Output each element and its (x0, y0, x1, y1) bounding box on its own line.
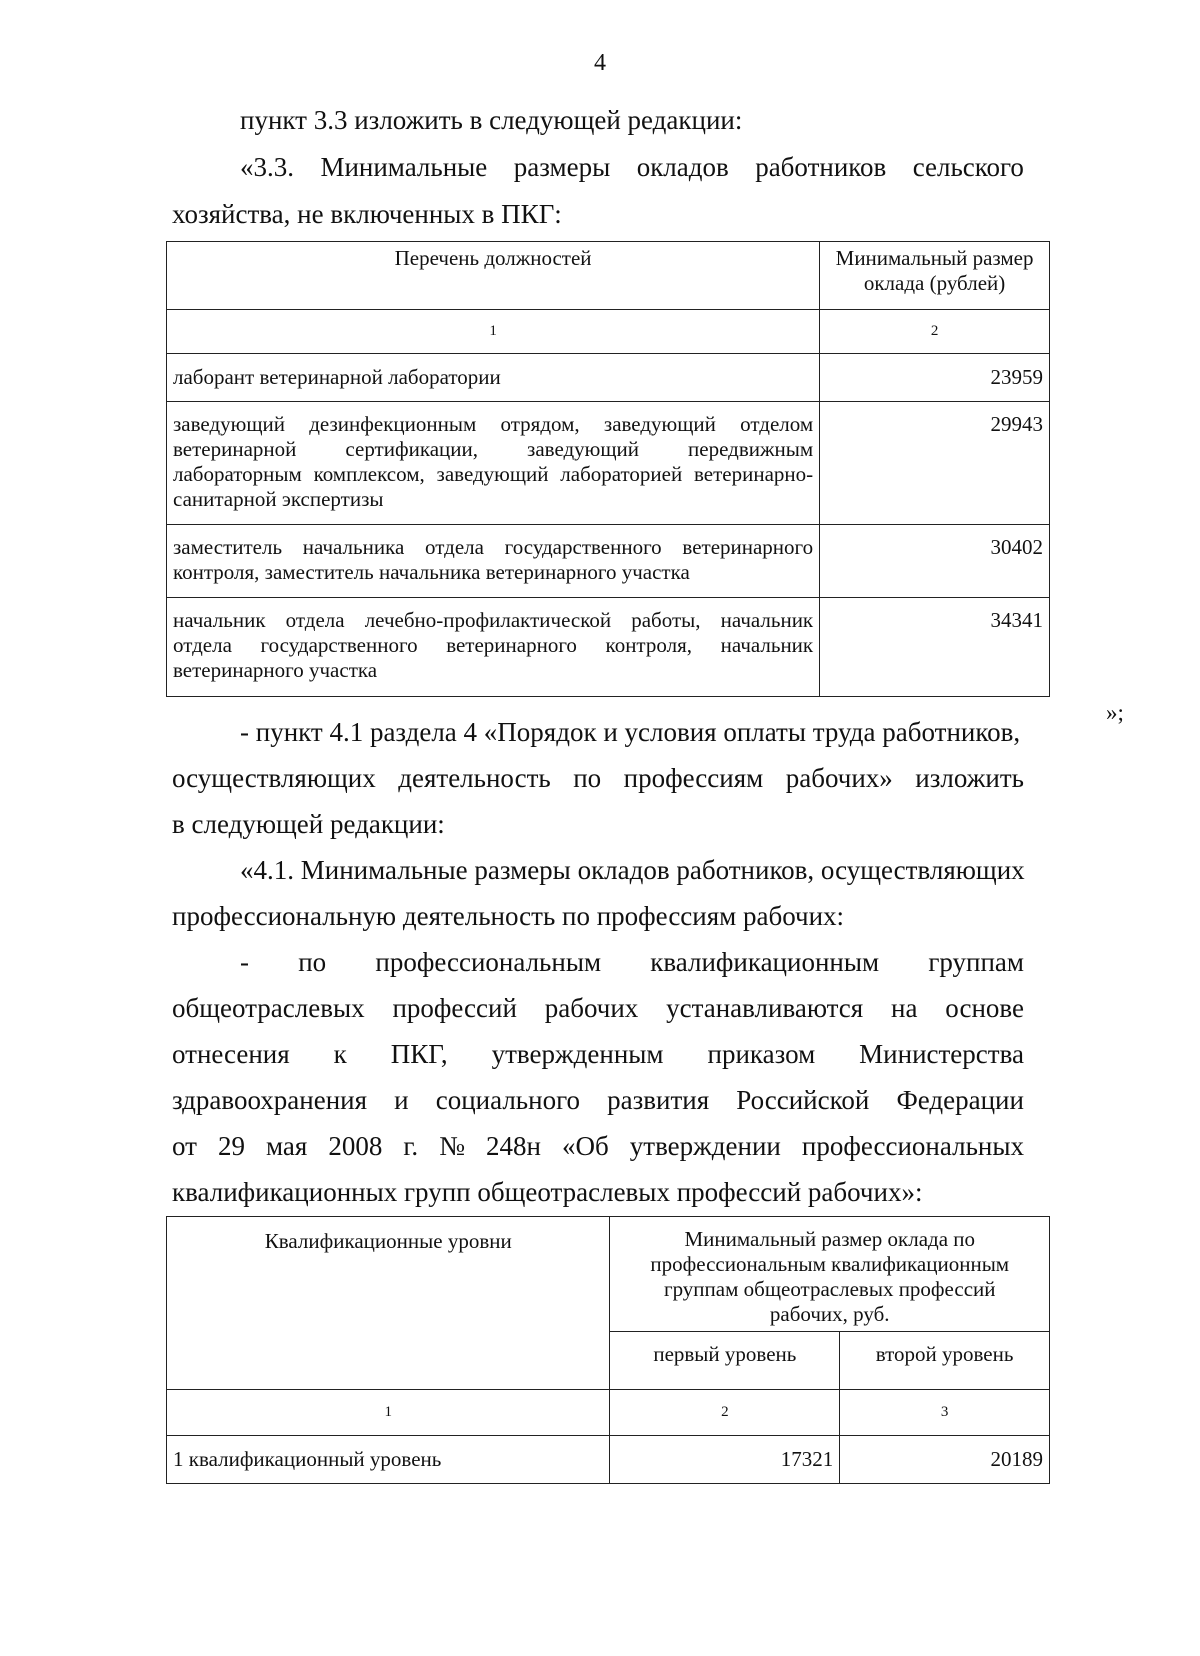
paragraph-pkg-line3 (172, 1038, 1024, 1070)
word: по (298, 947, 327, 977)
word: к (333, 1039, 347, 1069)
word: по (573, 763, 602, 793)
word: утвержденным (491, 1039, 664, 1069)
word: устанавливаются (666, 993, 864, 1023)
word: профессий (392, 993, 517, 1023)
table1-colnum-2: 2 (820, 310, 1050, 354)
word: «Об (561, 1131, 609, 1161)
word: утверждении (629, 1131, 781, 1161)
table1-row-salary: 34341 (820, 598, 1050, 697)
table2-header-levels: Квалификационные уровни (167, 1217, 610, 1390)
word: г. (403, 1131, 419, 1161)
paragraph-4-1-line2 (172, 762, 1024, 794)
table1-row-position: заместитель начальника отдела государственного ветеринарного контроля, заместитель начальника ветеринарного участка (167, 525, 820, 598)
table2-colnum-3: 3 (840, 1390, 1050, 1436)
word: размеры (513, 152, 611, 182)
table2-header-line: профессиональным квалификационным (650, 1252, 1010, 1276)
word: развития (607, 1085, 710, 1115)
word: 2008 (328, 1131, 383, 1161)
word: приказом (707, 1039, 816, 1069)
word: деятельность (398, 763, 551, 793)
word: Федерации (896, 1085, 1024, 1115)
table2-header-first-level: первый уровень (610, 1332, 840, 1390)
salary-table-agriculture (166, 241, 1050, 697)
table2-header-line: рабочих, руб. (769, 1302, 890, 1326)
word: профессиональных (801, 1131, 1024, 1161)
word: рабочих (544, 993, 639, 1023)
table2-colnum-2: 2 (610, 1390, 840, 1436)
table1-header-positions: Перечень должностей (167, 242, 820, 310)
word: Российской (736, 1085, 870, 1115)
word: № (439, 1131, 465, 1161)
word: изложить (915, 763, 1024, 793)
word: от (172, 1131, 197, 1161)
table2-header-second-level: второй уровень (840, 1332, 1050, 1390)
table2-colnum-1: 1 (167, 1390, 610, 1436)
paragraph-3-3-line2: хозяйства, не включенных в ПКГ: (172, 199, 562, 229)
word: работников (755, 152, 887, 182)
word: «3.3. (240, 152, 294, 182)
paragraph-pkg-line1 (240, 946, 1024, 978)
table1-row-position: лаборант ветеринарной лаборатории (167, 354, 820, 402)
page-number: 4 (594, 50, 606, 76)
table2-row-second: 20189 (840, 1436, 1050, 1484)
table1-header-salary-line1: Минимальный размер (835, 246, 1034, 270)
word: сельского (912, 152, 1024, 182)
table1-header-salary (820, 242, 1050, 310)
word: - (240, 947, 249, 977)
word: профессиональным (375, 947, 602, 977)
table2-header-line: группам общеотраслевых профессий (663, 1277, 996, 1301)
table1-header-salary-line2: оклада (рублей) (863, 271, 1006, 295)
closing-quote: »; (1106, 700, 1124, 725)
paragraph-3-3-line1 (240, 151, 1024, 183)
paragraph-pkg-line6: квалификационных групп общеотраслевых профессий рабочих»: (172, 1177, 923, 1207)
table1-row-salary: 30402 (820, 525, 1050, 598)
salary-table-workers (166, 1216, 1050, 1484)
table2-header-salary-group (610, 1217, 1050, 1332)
paragraph-intro: пункт 3.3 изложить в следующей редакции: (240, 105, 743, 135)
word: и (394, 1085, 409, 1115)
table1-row-salary: 29943 (820, 402, 1050, 525)
word: рабочих» (785, 763, 893, 793)
table2-row-level: 1 квалификационный уровень (167, 1436, 610, 1484)
word: окладов (636, 152, 729, 182)
table1-colnum-1: 1 (167, 310, 820, 354)
word: отнесения (172, 1039, 290, 1069)
paragraph-pkg-line5 (172, 1130, 1024, 1162)
word: Министерства (859, 1039, 1024, 1069)
word: здравоохранения (172, 1085, 368, 1115)
word: 248н (486, 1131, 541, 1161)
word: 29 (217, 1131, 245, 1161)
table2-header-line: Минимальный размер оклада по (684, 1227, 976, 1251)
word: профессиям (623, 763, 764, 793)
word: основе (945, 993, 1024, 1023)
word: осуществляющих (172, 763, 376, 793)
table1-row-salary: 23959 (820, 354, 1050, 402)
word: квалификационным (650, 947, 880, 977)
paragraph-pkg-line2 (172, 992, 1024, 1024)
paragraph-4-1-quote-line2: профессиональную деятельность по профессиям рабочих: (172, 901, 845, 931)
word: ПКГ, (390, 1039, 448, 1069)
word: на (891, 993, 918, 1023)
word: группам (928, 947, 1024, 977)
table1-row-position: начальник отдела лечебно-профилактической работы, начальник отдела государственного ветеринарного контроля, начальник ветеринарного участка (167, 598, 820, 697)
word: Минимальные (320, 152, 488, 182)
paragraph-4-1-quote-line1: «4.1. Минимальные размеры окладов работников, осуществляющих (240, 855, 1025, 885)
word: социального (435, 1085, 580, 1115)
word: общеотраслевых (172, 993, 365, 1023)
paragraph-pkg-line4 (172, 1084, 1024, 1116)
word: мая (266, 1131, 308, 1161)
paragraph-4-1-line3: в следующей редакции: (172, 809, 445, 839)
paragraph-4-1-line1: - пункт 4.1 раздела 4 «Порядок и условия оплаты труда работников, (240, 717, 1021, 747)
table1-row-position: заведующий дезинфекционным отрядом, заведующий отделом ветеринарной сертификации, заведующий передвижным лабораторным комплексом, заведующий лабораторией ветеринарно-санитарной экспертизы (167, 402, 820, 525)
table2-row-first: 17321 (610, 1436, 840, 1484)
